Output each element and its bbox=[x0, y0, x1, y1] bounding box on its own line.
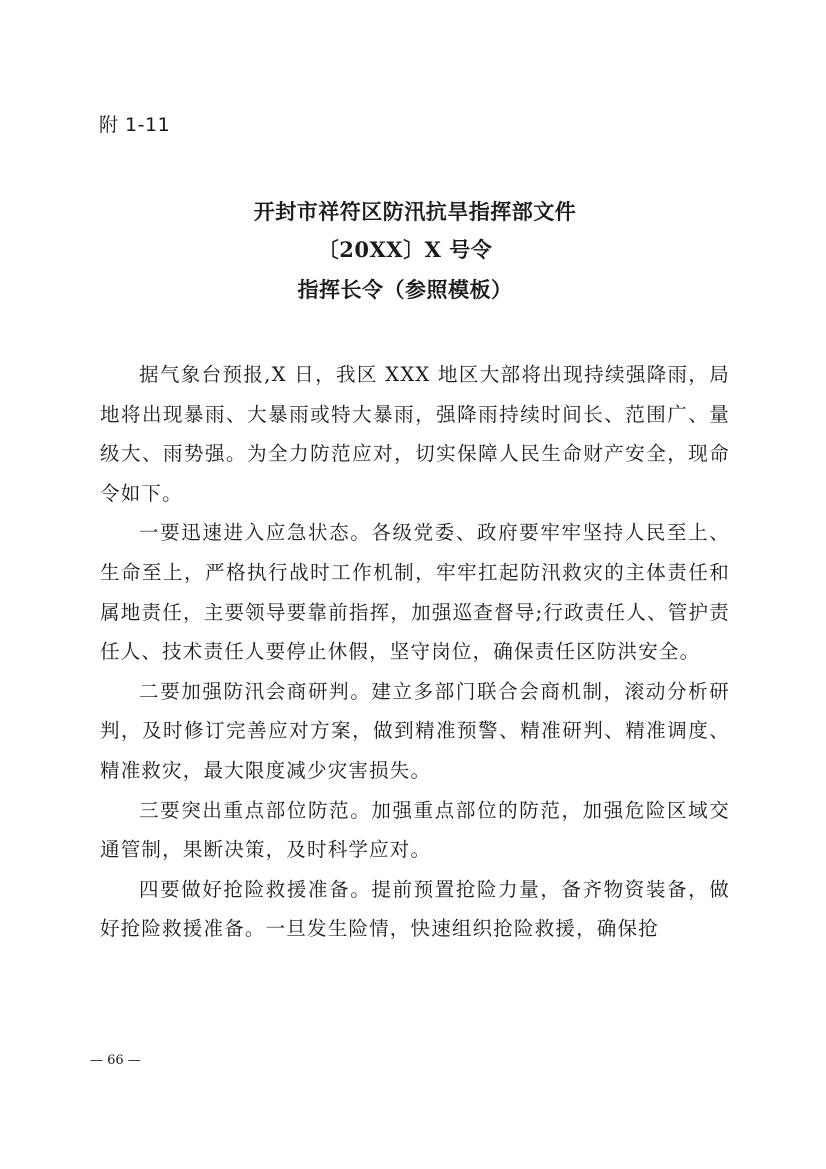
document-title: 开封市祥符区防汛抗旱指挥部文件 bbox=[253, 199, 577, 224]
paragraph-intro: 据气象台预报,X 日，我区 XXX 地区大部将出现持续强降雨，局地将出现暴雨、大暴雨或特大暴雨，强降雨持续时间长、范围广、量级大、雨势强。为全力防范应对，切实保障人民生命财产安全，现命令如下。 bbox=[100, 363, 730, 505]
paragraph-item-4: 四要做好抢险救援准备。提前预置抢险力量，备齐物资装备，做好抢险救援准备。一旦发生险情，快速组织抢险救援，确保抢 bbox=[100, 877, 730, 941]
document-body bbox=[100, 355, 730, 949]
paragraph-item-3: 三要突出重点部位防范。加强重点部位的防范，加强危险区域交通管制，果断决策，及时科学应对。 bbox=[100, 798, 730, 862]
document-subtitle: 指挥长令（参照模板） bbox=[297, 277, 513, 302]
document-number: 〔20XX〕X 号令 bbox=[317, 237, 493, 262]
paragraph-item-2: 二要加强防汛会商研判。建立多部门联合会商机制，滚动分析研判，及时修订完善应对方案，做到精准预警、精准研判、精准调度、精准救灾，最大限度减少灾害损失。 bbox=[100, 679, 730, 782]
attachment-label: 附 1-11 bbox=[99, 114, 171, 136]
page-number: — 66 — bbox=[90, 1053, 141, 1068]
paragraph-item-1: 一要迅速进入应急状态。各级党委、政府要牢牢坚持人民至上、生命至上，严格执行战时工作机制，牢牢扛起防汛救灾的主体责任和属地责任，主要领导要靠前指挥，加强巡查督导;行政责任人、管护责任人、技术责任人要停止休假，坚守岗位，确保责任区防洪安全。 bbox=[100, 521, 730, 664]
